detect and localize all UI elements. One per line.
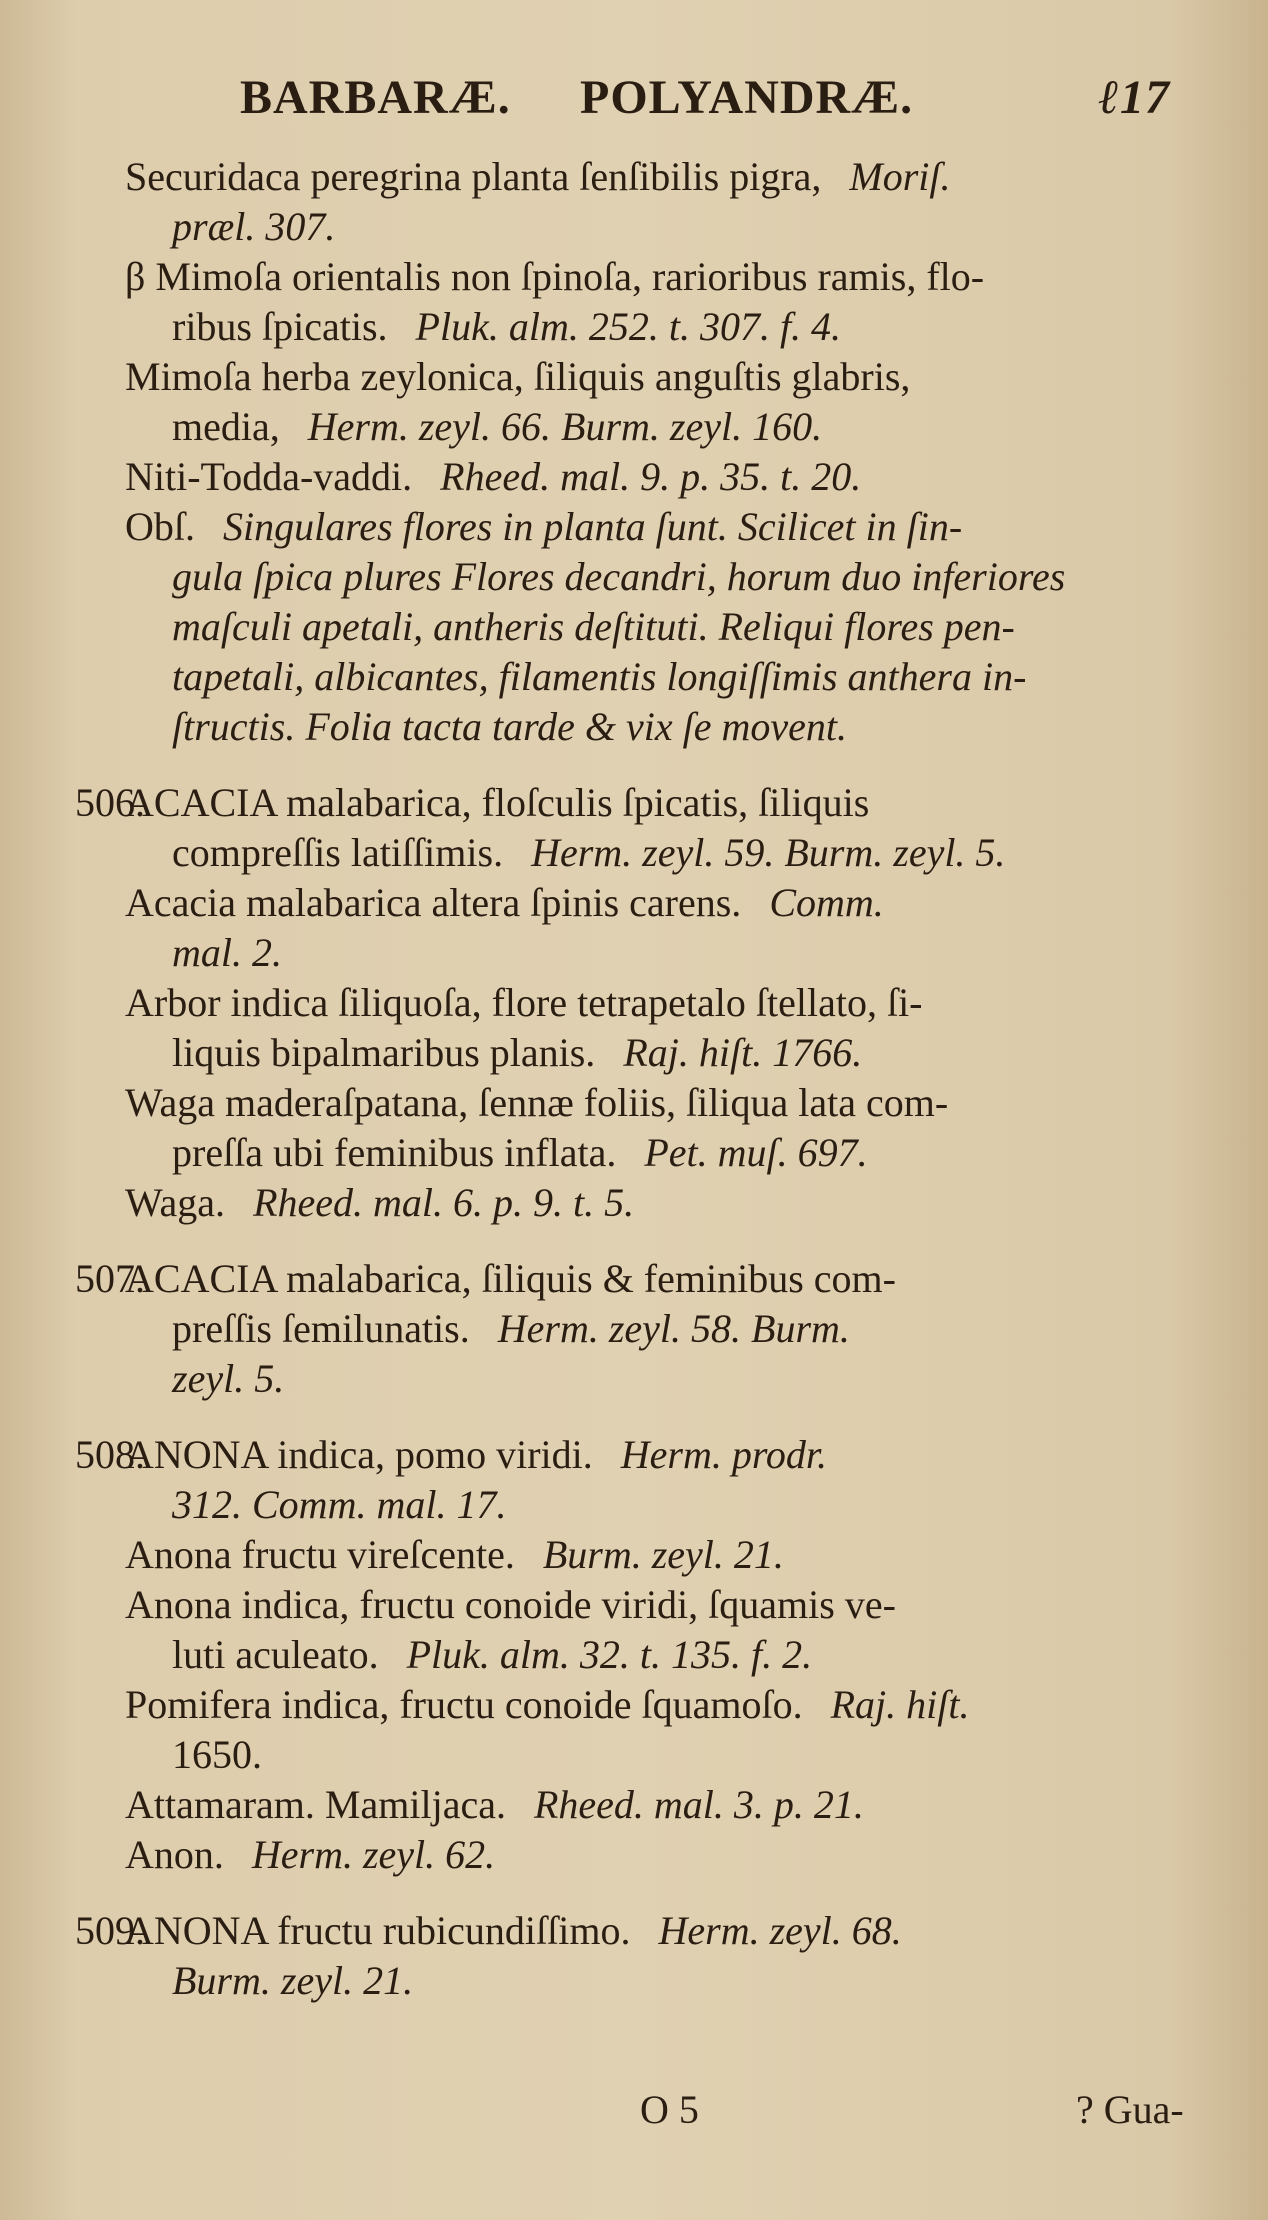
entry-number: 508. <box>75 1432 145 1477</box>
text-line <box>0 1680 1268 1730</box>
reference: Pluk. alm. 32. t. 135. f. 2. <box>406 1632 813 1677</box>
reference: Raj. hiſt. 1766. <box>623 1030 863 1075</box>
line-text: Anona indica, fructu conoide viridi, ſquamis ve- <box>125 1582 896 1627</box>
reference: Burm. zeyl. 21. <box>172 1958 414 2003</box>
text-line <box>0 1128 1268 1178</box>
text-line <box>0 778 1268 828</box>
line-text: preſſa ubi feminibus inflata. <box>172 1130 617 1175</box>
text-line <box>0 402 1268 452</box>
text-line <box>0 1830 1268 1880</box>
line-text: Mimoſa herba zeylonica, ſiliquis anguſtis glabris, <box>125 354 911 399</box>
reference: Herm. zeyl. 62. <box>251 1832 496 1877</box>
line-text: ribus ſpicatis. <box>172 304 388 349</box>
line-text: Anon. <box>125 1832 224 1877</box>
text-line <box>0 1956 1268 2006</box>
text-line <box>0 878 1268 928</box>
line-text: compreſſis latiſſimis. <box>172 830 504 875</box>
line-text: Niti-Todda-vaddi. <box>125 454 413 499</box>
reference: tapetali, albicantes, filamentis longiſſimis anthera in- <box>172 654 1027 699</box>
text-line <box>0 1580 1268 1630</box>
line-text: Pomifera indica, fructu conoide ſquamoſo. <box>125 1682 803 1727</box>
reference: Herm. prodr. <box>620 1432 828 1477</box>
page-number: ℓ17 <box>1098 71 1170 124</box>
reference: ſtructis. Folia tacta tarde & vix ſe movent. <box>172 704 848 749</box>
entry-number: 509. <box>75 1908 145 1953</box>
text-line <box>0 1430 1268 1480</box>
reference: Rheed. mal. 3. p. 21. <box>533 1782 864 1827</box>
reference: præl. 307. <box>172 204 336 249</box>
line-text: luti aculeato. <box>172 1632 379 1677</box>
reference: Moriſ. <box>849 154 951 199</box>
line-text: ANONA fructu rubicundiſſimo. <box>125 1908 631 1953</box>
entry-spacer <box>0 1228 1268 1254</box>
reference: Pet. muſ. 697. <box>644 1130 868 1175</box>
text-line <box>0 1304 1268 1354</box>
text-line <box>0 352 1268 402</box>
reference: Raj. hiſt. <box>830 1682 970 1727</box>
text-line <box>0 978 1268 1028</box>
entry <box>0 152 1268 252</box>
line-text: ACACIA malabarica, ſiliquis & feminibus com- <box>125 1256 896 1301</box>
line-text: Acacia malabarica altera ſpinis carens. <box>125 880 742 925</box>
entry <box>0 252 1268 752</box>
line-text: Waga maderaſpatana, ſennæ foliis, ſiliqua lata com- <box>125 1080 949 1125</box>
page-content <box>0 152 1268 2006</box>
text-line <box>0 152 1268 202</box>
reference: Herm. zeyl. 66. Burm. zeyl. 160. <box>307 404 823 449</box>
signature-mark: O 5 <box>640 2087 699 2132</box>
entry-spacer <box>0 752 1268 778</box>
page-footer <box>0 2080 1268 2140</box>
header-left: BARBARÆ. <box>240 71 511 124</box>
line-text: liquis bipalmaribus planis. <box>172 1030 596 1075</box>
text-line <box>0 452 1268 502</box>
reference: maſculi apetali, antheris deſtituti. Reliqui flores pen- <box>172 604 1015 649</box>
reference: mal. 2. <box>172 930 282 975</box>
entry <box>0 1430 1268 1880</box>
reference: Singulares flores in planta ſunt. Scilicet in ſin- <box>223 504 963 549</box>
line-text: ANONA indica, pomo viridi. <box>125 1432 593 1477</box>
line-text: Obſ. <box>125 504 195 549</box>
reference: gula ſpica plures Flores decandri, horum duo inferiores <box>172 554 1066 599</box>
entry-spacer <box>0 1880 1268 1906</box>
line-text: Anona fructu vireſcente. <box>125 1532 515 1577</box>
text-line <box>0 1630 1268 1680</box>
text-line <box>0 1178 1268 1228</box>
text-line <box>0 252 1268 302</box>
header-center: POLYANDRÆ. <box>580 71 914 124</box>
text-line <box>0 602 1268 652</box>
text-line <box>0 928 1268 978</box>
text-line <box>0 1480 1268 1530</box>
text-line <box>0 1530 1268 1580</box>
line-text: Waga. <box>125 1180 226 1225</box>
reference: Pluk. alm. 252. t. 307. f. 4. <box>415 304 842 349</box>
running-header <box>240 70 1170 140</box>
text-line <box>0 1078 1268 1128</box>
entry <box>0 1254 1268 1404</box>
line-text: β Mimoſa orientalis non ſpinoſa, rarioribus ramis, flo- <box>125 254 985 299</box>
entry <box>0 1906 1268 2006</box>
reference: 312. Comm. mal. 17. <box>172 1482 507 1527</box>
line-text: media, <box>172 404 280 449</box>
text-line <box>0 502 1268 552</box>
text-line <box>0 828 1268 878</box>
line-text: Attamaram. Mamiljaca. <box>125 1782 506 1827</box>
text-line <box>0 1730 1268 1780</box>
entry <box>0 778 1268 1228</box>
text-line <box>0 652 1268 702</box>
catchword: ? Gua- <box>1076 2087 1184 2132</box>
reference: Rheed. mal. 9. p. 35. t. 20. <box>440 454 862 499</box>
reference: Comm. <box>769 880 884 925</box>
reference: Herm. zeyl. 68. <box>658 1908 902 1953</box>
text-line <box>0 1028 1268 1078</box>
line-text: Arbor indica ſiliquoſa, flore tetrapetalo ſtellato, ſi- <box>125 980 923 1025</box>
reference: Herm. zeyl. 59. Burm. zeyl. 5. <box>531 830 1006 875</box>
text-line <box>0 1906 1268 1956</box>
text-line <box>0 702 1268 752</box>
reference: Rheed. mal. 6. p. 9. t. 5. <box>253 1180 635 1225</box>
reference: Herm. zeyl. 58. Burm. <box>497 1306 850 1351</box>
entry-number: 506. <box>75 780 145 825</box>
text-line <box>0 1354 1268 1404</box>
entry-spacer <box>0 1404 1268 1430</box>
line-text: Securidaca peregrina planta ſenſibilis pigra, <box>125 154 822 199</box>
reference: zeyl. 5. <box>172 1356 285 1401</box>
text-line <box>0 302 1268 352</box>
text-line <box>0 202 1268 252</box>
entry-number: 507. <box>75 1256 145 1301</box>
text-line <box>0 1254 1268 1304</box>
reference: Burm. zeyl. 21. <box>542 1532 784 1577</box>
line-text: preſſis ſemilunatis. <box>172 1306 470 1351</box>
line-text: ACACIA malabarica, floſculis ſpicatis, ſiliquis <box>125 780 870 825</box>
text-line <box>0 552 1268 602</box>
line-text: 1650. <box>172 1732 262 1777</box>
text-line <box>0 1780 1268 1830</box>
